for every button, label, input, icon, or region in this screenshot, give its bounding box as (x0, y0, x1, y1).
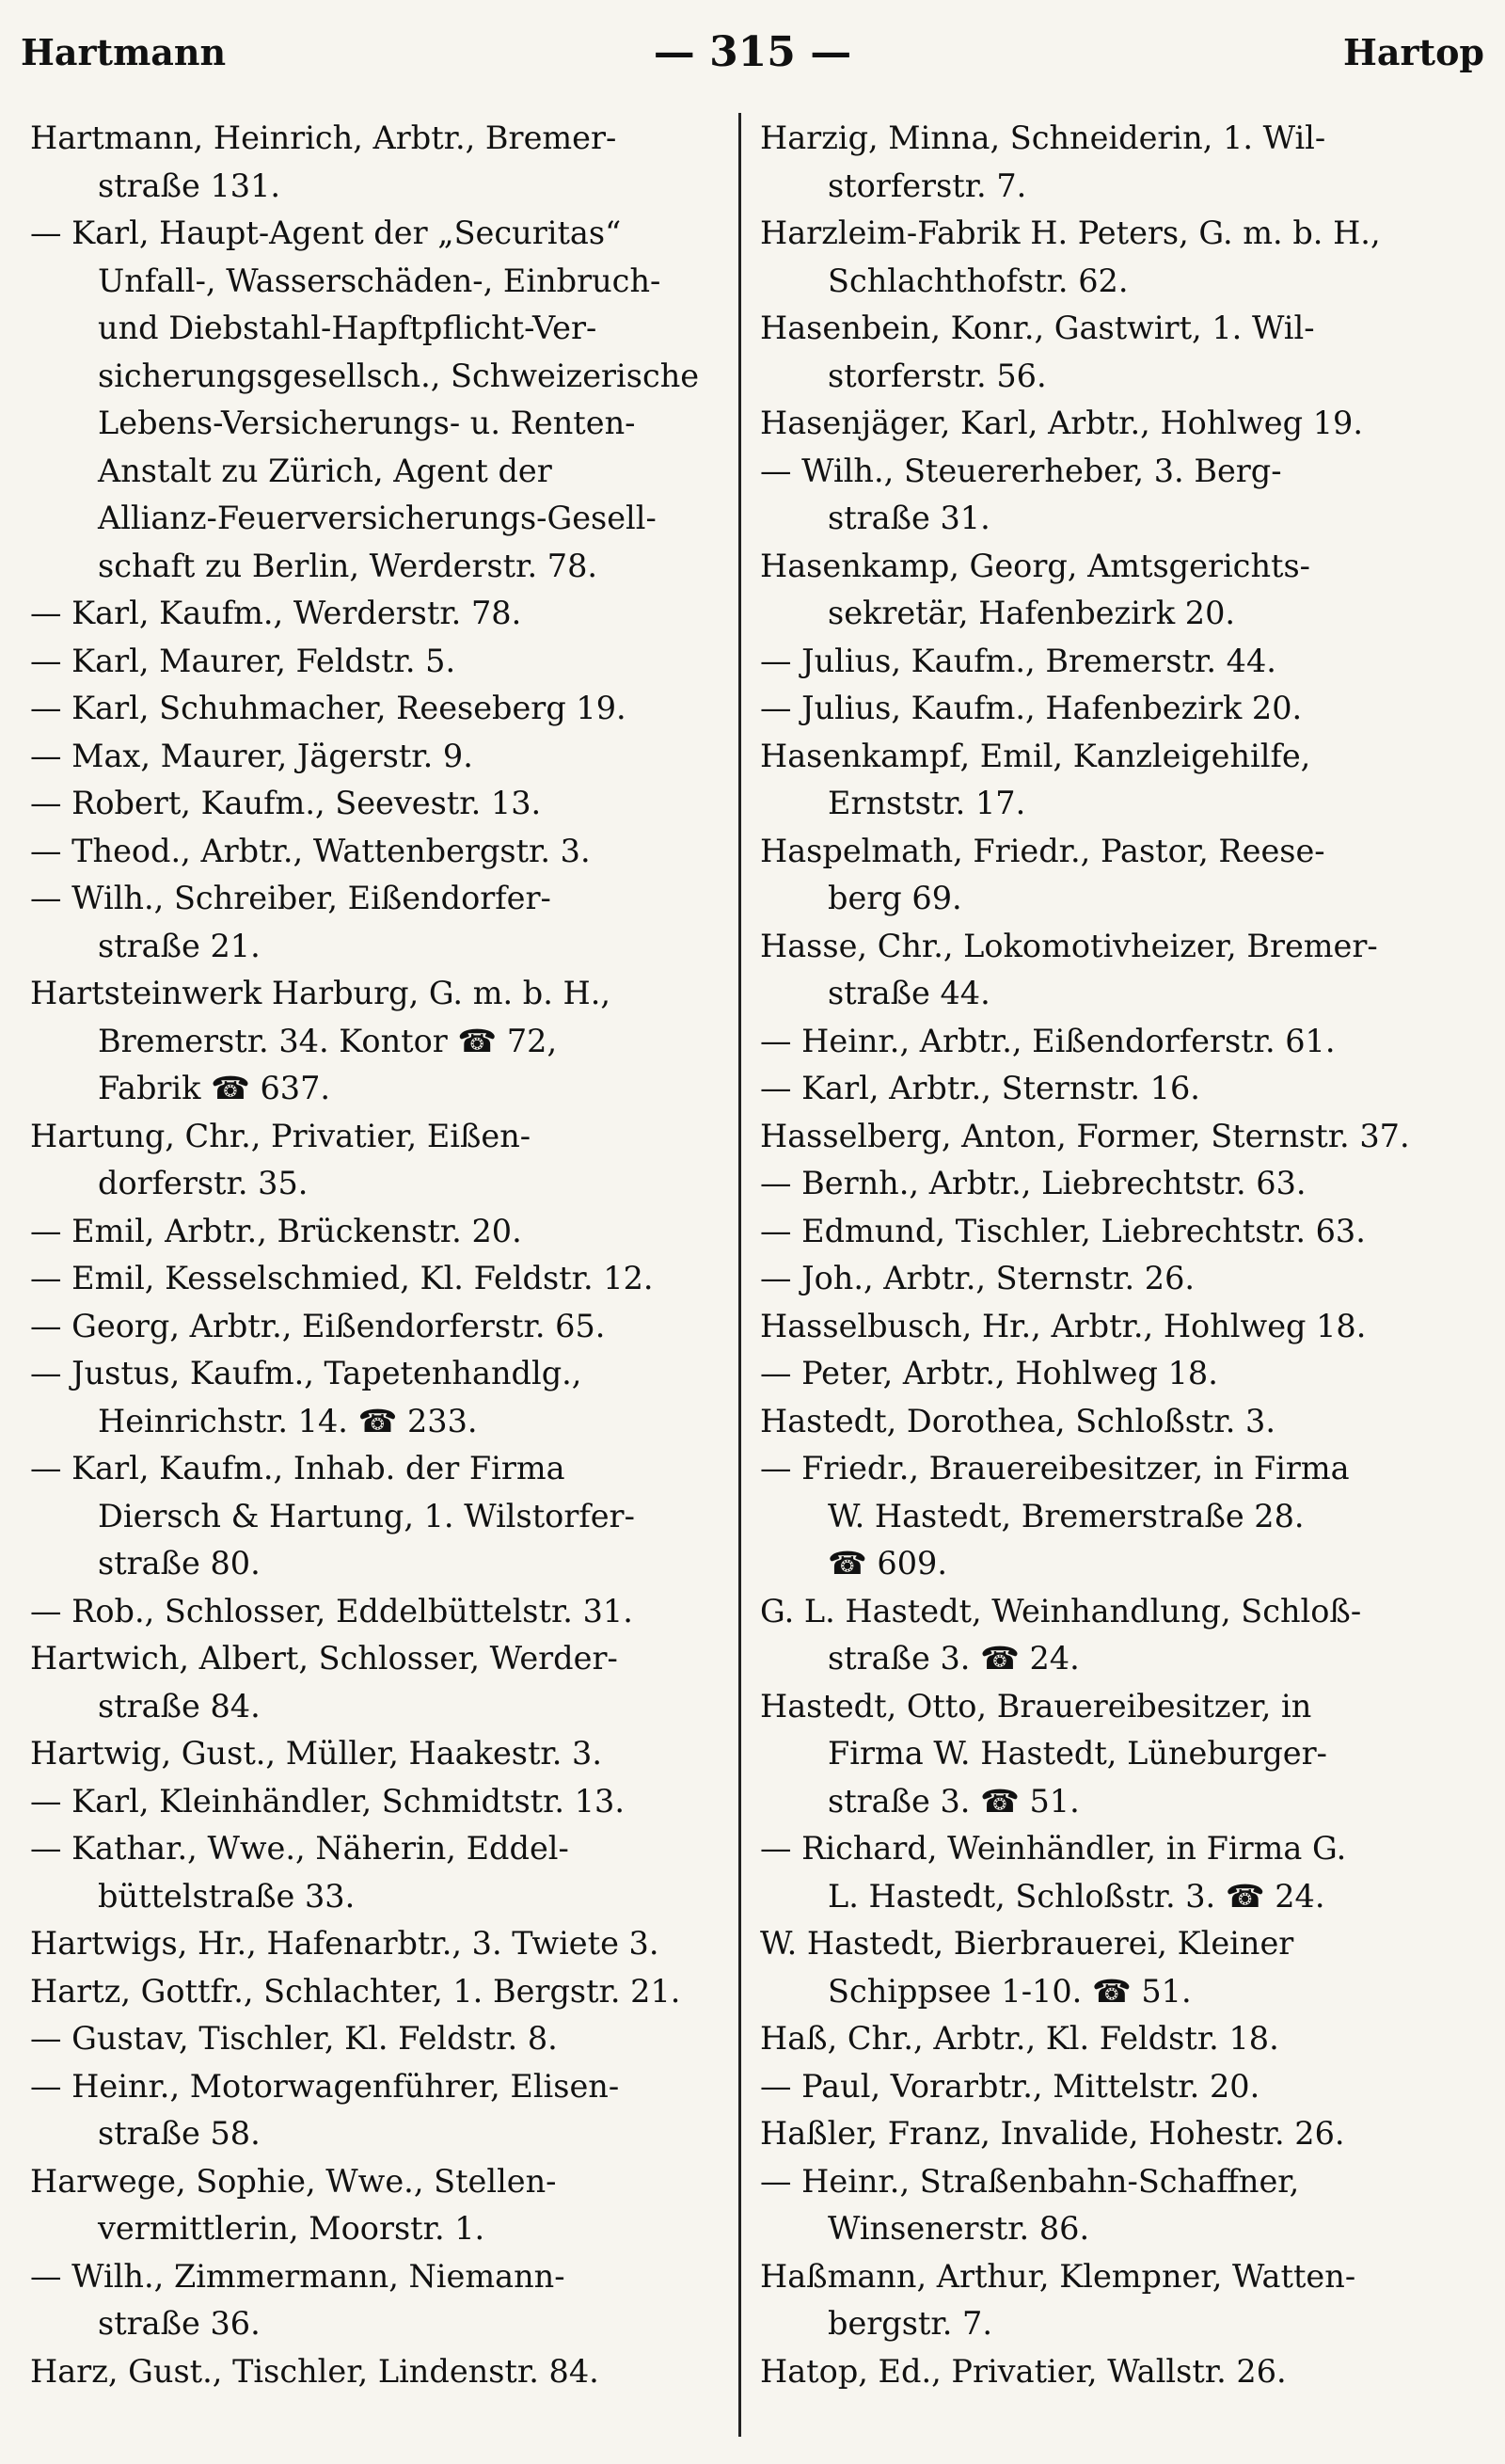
directory-line: Anstalt zu Zürich, Agent der (98, 452, 552, 489)
directory-line: Hartsteinwerk Harburg, G. m. b. H., (30, 975, 611, 1011)
directory-line: Harzig, Minna, Schneiderin, 1. Wil- (760, 119, 1326, 156)
directory-line: bergstr. 7. (828, 2305, 992, 2342)
directory-line: — Max, Maurer, Jägerstr. 9. (30, 737, 473, 774)
directory-line: — Karl, Kleinhändler, Schmidtstr. 13. (30, 1782, 626, 1820)
directory-line: straße 131. (98, 167, 281, 204)
directory-line: — Julius, Kaufm., Bremerstr. 44. (760, 642, 1276, 679)
directory-line: Hartung, Chr., Privatier, Eißen- (30, 1117, 531, 1154)
directory-line: — Gustav, Tischler, Kl. Feldstr. 8. (30, 2020, 558, 2057)
directory-line: Heinrichstr. 14. ☎ 233. (98, 1402, 478, 1439)
directory-line: Hartz, Gottfr., Schlachter, 1. Bergstr. 21. (30, 1972, 681, 2010)
directory-line: — Rob., Schlosser, Eddelbüttelstr. 31. (30, 1592, 633, 1629)
directory-line: — Wilh., Schreiber, Eißendorfer- (30, 880, 551, 916)
directory-line: Hasenkampf, Emil, Kanzleigehilfe, (760, 737, 1311, 774)
directory-line: straße 58. (98, 2115, 261, 2152)
directory-line: Schlachthofstr. 62. (828, 262, 1129, 299)
directory-line: berg 69. (828, 880, 962, 916)
directory-line: und Diebstahl-Hapftpflicht-Ver- (98, 310, 597, 346)
directory-line: sicherungsgesellsch., Schweizerische (98, 357, 700, 394)
directory-line: Winsenerstr. 86. (828, 2210, 1090, 2247)
directory-line: Diersch & Hartung, 1. Wilstorfer- (98, 1497, 635, 1534)
directory-line: — Georg, Arbtr., Eißendorferstr. 65. (30, 1307, 606, 1344)
directory-line: Fabrik ☎ 637. (98, 1070, 331, 1106)
directory-line: ☎ 609. (828, 1545, 947, 1582)
directory-line: L. Hastedt, Schloßstr. 3. ☎ 24. (828, 1877, 1325, 1915)
directory-line: Hasenkamp, Georg, Amtsgerichts- (760, 547, 1310, 584)
directory-line: Hastedt, Otto, Brauereibesitzer, in (760, 1687, 1312, 1725)
directory-line: — Kathar., Wwe., Näherin, Eddel- (30, 1830, 569, 1867)
directory-line: — Theod., Arbtr., Wattenbergstr. 3. (30, 832, 591, 869)
directory-line: Hasenbein, Konr., Gastwirt, 1. Wil- (760, 310, 1315, 346)
directory-line: Lebens-Versicherungs- u. Renten- (98, 405, 636, 441)
directory-line: — Friedr., Brauereibesitzer, in Firma (760, 1450, 1350, 1486)
directory-line: — Wilh., Steuererheber, 3. Berg- (760, 452, 1282, 489)
directory-line: straße 31. (828, 500, 990, 536)
directory-line: Hasenjäger, Karl, Arbtr., Hohlweg 19. (760, 405, 1363, 441)
directory-line: — Karl, Kaufm., Werderstr. 78. (30, 595, 522, 631)
directory-line: Hartwigs, Hr., Hafenarbtr., 3. Twiete 3. (30, 1925, 659, 1962)
directory-line: straße 80. (98, 1545, 261, 1582)
directory-line: Schippsee 1-10. ☎ 51. (828, 1972, 1192, 2010)
directory-line: straße 36. (98, 2305, 261, 2342)
directory-line: Firma W. Hastedt, Lüneburger- (828, 1735, 1327, 1772)
directory-line: Hartmann, Heinrich, Arbtr., Bremer- (30, 119, 617, 156)
directory-line: Hastedt, Dorothea, Schloßstr. 3. (760, 1402, 1276, 1439)
directory-line: — Karl, Haupt-Agent der „Securitas“ (30, 215, 622, 251)
directory-line: schaft zu Berlin, Werderstr. 78. (98, 547, 598, 584)
directory-line: — Heinr., Arbtr., Eißendorferstr. 61. (760, 1022, 1336, 1059)
directory-line: straße 21. (98, 927, 261, 964)
directory-line: — Peter, Arbtr., Hohlweg 18. (760, 1355, 1218, 1391)
directory-line: vermittlerin, Moorstr. 1. (98, 2210, 485, 2247)
header-last-name: Hartop (1342, 31, 1484, 73)
directory-line: — Robert, Kaufm., Seevestr. 13. (30, 785, 542, 821)
directory-line: — Emil, Kesselschmied, Kl. Feldstr. 12. (30, 1260, 654, 1296)
directory-line: Harzleim-Fabrik H. Peters, G. m. b. H., (760, 215, 1381, 251)
directory-line: Hasse, Chr., Lokomotivheizer, Bremer- (760, 927, 1378, 964)
directory-line: — Paul, Vorarbtr., Mittelstr. 20. (760, 2067, 1260, 2105)
directory-line: Haßmann, Arthur, Klempner, Watten- (760, 2257, 1356, 2295)
directory-line: Harz, Gust., Tischler, Lindenstr. 84. (30, 2352, 599, 2390)
directory-line: Haßler, Franz, Invalide, Hohestr. 26. (760, 2115, 1345, 2152)
directory-line: Bremerstr. 34. Kontor ☎ 72, (98, 1022, 558, 1059)
directory-line: Hasselberg, Anton, Former, Sternstr. 37. (760, 1117, 1410, 1154)
directory-line: Hasselbusch, Hr., Arbtr., Hohlweg 18. (760, 1307, 1367, 1344)
directory-line: — Edmund, Tischler, Liebrechtstr. 63. (760, 1212, 1366, 1249)
directory-line: dorferstr. 35. (98, 1165, 309, 1201)
column-divider (738, 113, 741, 2437)
directory-line: straße 84. (98, 1687, 261, 1725)
page-header (21, 26, 1484, 79)
directory-line: — Justus, Kaufm., Tapetenhandlg., (30, 1355, 582, 1391)
directory-line: straße 44. (828, 975, 990, 1011)
directory-line: — Heinr., Motorwagenführer, Elisen- (30, 2067, 620, 2105)
directory-line: Allianz-Feuerversicherungs-Gesell- (98, 500, 657, 536)
directory-line: — Emil, Arbtr., Brückenstr. 20. (30, 1212, 522, 1249)
right-column (760, 115, 1447, 2395)
directory-line: — Wilh., Zimmermann, Niemann- (30, 2257, 565, 2295)
directory-line: Hartwig, Gust., Müller, Haakestr. 3. (30, 1735, 603, 1772)
directory-line: Hartwich, Albert, Schlosser, Werder- (30, 1640, 618, 1677)
directory-line: — Karl, Schuhmacher, Reeseberg 19. (30, 690, 626, 726)
directory-line: — Joh., Arbtr., Sternstr. 26. (760, 1260, 1196, 1296)
directory-line: Haspelmath, Friedr., Pastor, Reese- (760, 832, 1325, 869)
directory-line: storferstr. 56. (828, 357, 1047, 394)
directory-line: straße 3. ☎ 51. (828, 1782, 1080, 1820)
directory-line: — Bernh., Arbtr., Liebrechtstr. 63. (760, 1165, 1307, 1201)
directory-line: — Richard, Weinhändler, in Firma G. (760, 1830, 1347, 1867)
directory-line: — Karl, Maurer, Feldstr. 5. (30, 642, 456, 679)
directory-line: Haß, Chr., Arbtr., Kl. Feldstr. 18. (760, 2020, 1279, 2057)
directory-line: W. Hastedt, Bierbrauerei, Kleiner (760, 1925, 1294, 1962)
directory-line: Hatop, Ed., Privatier, Wallstr. 26. (760, 2352, 1287, 2390)
directory-line: sekretär, Hafenbezirk 20. (828, 595, 1236, 631)
directory-line: straße 3. ☎ 24. (828, 1640, 1080, 1677)
directory-line: W. Hastedt, Bremerstraße 28. (828, 1497, 1305, 1534)
directory-line: büttelstraße 33. (98, 1877, 356, 1915)
left-column (30, 115, 717, 2395)
directory-line: Harwege, Sophie, Wwe., Stellen- (30, 2162, 557, 2200)
directory-line: G. L. Hastedt, Weinhandlung, Schloß- (760, 1592, 1362, 1629)
directory-line: — Karl, Arbtr., Sternstr. 16. (760, 1070, 1200, 1106)
directory-line: Unfall-, Wasserschäden-, Einbruch- (98, 262, 661, 299)
header-first-name: Hartmann (21, 31, 227, 73)
directory-line: — Julius, Kaufm., Hafenbezirk 20. (760, 690, 1303, 726)
page-number: — 315 — (653, 28, 852, 76)
directory-line: — Karl, Kaufm., Inhab. der Firma (30, 1450, 565, 1486)
directory-line: storferstr. 7. (828, 167, 1027, 204)
directory-line: Ernststr. 17. (828, 785, 1026, 821)
directory-line: — Heinr., Straßenbahn-Schaffner, (760, 2162, 1300, 2200)
